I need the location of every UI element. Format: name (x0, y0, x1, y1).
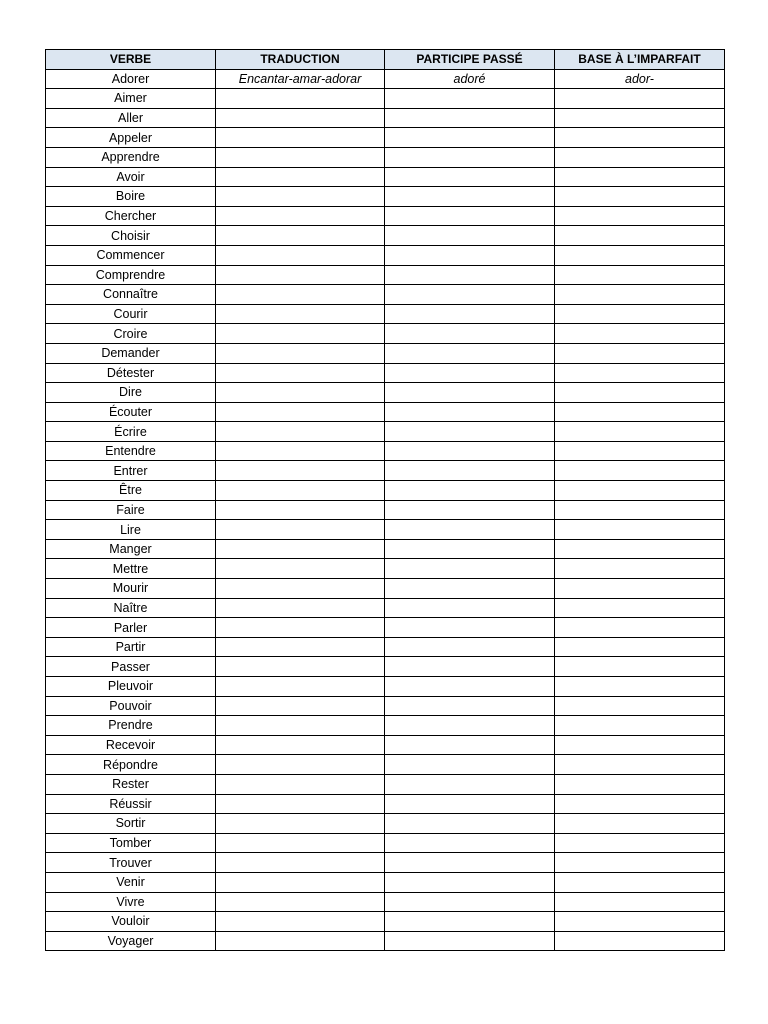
header-verbe: VERBE (46, 50, 216, 70)
past-participle-cell[interactable] (385, 441, 555, 461)
imperfect-base-cell[interactable] (555, 677, 725, 697)
table-row (46, 285, 725, 305)
verb-cell: Naître (46, 598, 216, 618)
verb-cell: Détester (46, 363, 216, 383)
verb-cell: Tomber (46, 833, 216, 853)
past-participle-cell[interactable] (385, 872, 555, 892)
imperfect-base-cell[interactable] (555, 931, 725, 951)
table-row (46, 794, 725, 814)
past-participle-cell: adoré (385, 69, 555, 89)
verb-cell: Vivre (46, 892, 216, 912)
table-row (46, 461, 725, 481)
translation-cell[interactable] (216, 461, 385, 481)
table-row (46, 206, 725, 226)
past-participle-cell[interactable] (385, 618, 555, 638)
imperfect-base-cell[interactable] (555, 304, 725, 324)
past-participle-cell[interactable] (385, 579, 555, 599)
past-participle-cell[interactable] (385, 187, 555, 207)
past-participle-cell[interactable] (385, 226, 555, 246)
past-participle-cell[interactable] (385, 853, 555, 873)
past-participle-cell[interactable] (385, 931, 555, 951)
verb-cell: Écrire (46, 422, 216, 442)
header-traduction: TRADUCTION (216, 50, 385, 70)
translation-cell[interactable] (216, 696, 385, 716)
past-participle-cell[interactable] (385, 794, 555, 814)
imperfect-base-cell[interactable] (555, 716, 725, 736)
verb-cell: Répondre (46, 755, 216, 775)
table-row (46, 363, 725, 383)
past-participle-cell[interactable] (385, 559, 555, 579)
imperfect-base-cell[interactable] (555, 794, 725, 814)
imperfect-base-cell[interactable] (555, 657, 725, 677)
translation-cell[interactable] (216, 187, 385, 207)
imperfect-base-cell[interactable] (555, 324, 725, 344)
translation-cell[interactable] (216, 245, 385, 265)
table-row (46, 716, 725, 736)
translation-cell[interactable] (216, 579, 385, 599)
table-row (46, 128, 725, 148)
imperfect-base-cell[interactable] (555, 755, 725, 775)
translation-cell[interactable] (216, 128, 385, 148)
translation-cell[interactable] (216, 794, 385, 814)
translation-cell[interactable] (216, 637, 385, 657)
imperfect-base-cell[interactable] (555, 853, 725, 873)
translation-cell[interactable] (216, 853, 385, 873)
past-participle-cell[interactable] (385, 892, 555, 912)
table-row (46, 853, 725, 873)
verb-cell: Chercher (46, 206, 216, 226)
past-participle-cell[interactable] (385, 912, 555, 932)
verb-cell: Demander (46, 343, 216, 363)
past-participle-cell[interactable] (385, 363, 555, 383)
imperfect-base-cell[interactable] (555, 265, 725, 285)
imperfect-base-cell[interactable] (555, 520, 725, 540)
table-row (46, 441, 725, 461)
imperfect-base-cell[interactable] (555, 363, 725, 383)
imperfect-base-cell[interactable] (555, 167, 725, 187)
verb-cell: Recevoir (46, 735, 216, 755)
verb-cell: Réussir (46, 794, 216, 814)
table-row (46, 89, 725, 109)
imperfect-base-cell[interactable] (555, 892, 725, 912)
translation-cell[interactable] (216, 206, 385, 226)
imperfect-base-cell[interactable] (555, 481, 725, 501)
past-participle-cell[interactable] (385, 402, 555, 422)
past-participle-cell[interactable] (385, 520, 555, 540)
translation-cell[interactable] (216, 500, 385, 520)
past-participle-cell[interactable] (385, 716, 555, 736)
past-participle-cell[interactable] (385, 696, 555, 716)
past-participle-cell[interactable] (385, 598, 555, 618)
translation-cell: Encantar-amar-adorar (216, 69, 385, 89)
imperfect-base-cell[interactable] (555, 814, 725, 834)
table-row (46, 402, 725, 422)
verb-cell: Boire (46, 187, 216, 207)
imperfect-base-cell[interactable] (555, 187, 725, 207)
table-row (46, 187, 725, 207)
translation-cell[interactable] (216, 343, 385, 363)
imperfect-base-cell[interactable] (555, 343, 725, 363)
past-participle-cell[interactable] (385, 304, 555, 324)
table-row (46, 108, 725, 128)
verb-cell: Parler (46, 618, 216, 638)
imperfect-base-cell[interactable] (555, 383, 725, 403)
imperfect-base-cell[interactable] (555, 559, 725, 579)
translation-cell[interactable] (216, 285, 385, 305)
verb-cell: Rester (46, 774, 216, 794)
past-participle-cell[interactable] (385, 481, 555, 501)
translation-cell[interactable] (216, 735, 385, 755)
verb-cell: Croire (46, 324, 216, 344)
verb-cell: Mettre (46, 559, 216, 579)
past-participle-cell[interactable] (385, 206, 555, 226)
table-row (46, 912, 725, 932)
table-row (46, 422, 725, 442)
translation-cell[interactable] (216, 363, 385, 383)
imperfect-base-cell[interactable] (555, 461, 725, 481)
table-row (46, 657, 725, 677)
table-row (46, 872, 725, 892)
translation-cell[interactable] (216, 539, 385, 559)
imperfect-base-cell[interactable] (555, 598, 725, 618)
table-row (46, 539, 725, 559)
verb-cell: Connaître (46, 285, 216, 305)
verb-cell: Aller (46, 108, 216, 128)
table-row (46, 892, 725, 912)
past-participle-cell[interactable] (385, 89, 555, 109)
verb-cell: Choisir (46, 226, 216, 246)
past-participle-cell[interactable] (385, 324, 555, 344)
verb-cell: Avoir (46, 167, 216, 187)
table-row (46, 618, 725, 638)
past-participle-cell[interactable] (385, 833, 555, 853)
table-row (46, 931, 725, 951)
verb-cell: Appeler (46, 128, 216, 148)
table-row (46, 696, 725, 716)
table-row (46, 677, 725, 697)
imperfect-base-cell[interactable] (555, 872, 725, 892)
translation-cell[interactable] (216, 814, 385, 834)
translation-cell[interactable] (216, 89, 385, 109)
translation-cell[interactable] (216, 931, 385, 951)
translation-cell[interactable] (216, 383, 385, 403)
imperfect-base-cell[interactable] (555, 833, 725, 853)
verb-cell: Apprendre (46, 147, 216, 167)
translation-cell[interactable] (216, 559, 385, 579)
past-participle-cell[interactable] (385, 245, 555, 265)
translation-cell[interactable] (216, 226, 385, 246)
translation-cell[interactable] (216, 147, 385, 167)
verb-cell: Courir (46, 304, 216, 324)
translation-cell[interactable] (216, 755, 385, 775)
translation-cell[interactable] (216, 657, 385, 677)
table-row (46, 304, 725, 324)
past-participle-cell[interactable] (385, 774, 555, 794)
verb-cell: Voyager (46, 931, 216, 951)
verb-cell: Mourir (46, 579, 216, 599)
past-participle-cell[interactable] (385, 167, 555, 187)
past-participle-cell[interactable] (385, 128, 555, 148)
imperfect-base-cell[interactable] (555, 89, 725, 109)
verb-cell: Passer (46, 657, 216, 677)
imperfect-base-cell[interactable] (555, 539, 725, 559)
imperfect-base-cell[interactable] (555, 285, 725, 305)
verb-cell: Dire (46, 383, 216, 403)
table-row (46, 481, 725, 501)
translation-cell[interactable] (216, 324, 385, 344)
past-participle-cell[interactable] (385, 677, 555, 697)
imperfect-base-cell[interactable] (555, 696, 725, 716)
table-row (46, 520, 725, 540)
translation-cell[interactable] (216, 892, 385, 912)
verb-conjugation-table (45, 49, 725, 951)
translation-cell[interactable] (216, 520, 385, 540)
table-row (46, 147, 725, 167)
imperfect-base-cell[interactable] (555, 206, 725, 226)
translation-cell[interactable] (216, 872, 385, 892)
imperfect-base-cell[interactable] (555, 226, 725, 246)
verb-cell: Aimer (46, 89, 216, 109)
verb-cell: Comprendre (46, 265, 216, 285)
verb-cell: Venir (46, 872, 216, 892)
verb-cell: Sortir (46, 814, 216, 834)
verb-cell: Être (46, 481, 216, 501)
past-participle-cell[interactable] (385, 735, 555, 755)
imperfect-base-cell[interactable] (555, 637, 725, 657)
imperfect-base-cell[interactable] (555, 774, 725, 794)
imperfect-base-cell[interactable] (555, 422, 725, 442)
verb-cell: Partir (46, 637, 216, 657)
past-participle-cell[interactable] (385, 422, 555, 442)
imperfect-base-cell[interactable] (555, 912, 725, 932)
imperfect-base-cell[interactable] (555, 128, 725, 148)
translation-cell[interactable] (216, 618, 385, 638)
imperfect-base-cell[interactable] (555, 441, 725, 461)
header-participe-passe: PARTICIPE PASSÉ (385, 50, 555, 70)
verb-cell: Entrer (46, 461, 216, 481)
past-participle-cell[interactable] (385, 108, 555, 128)
verb-cell: Prendre (46, 716, 216, 736)
past-participle-cell[interactable] (385, 814, 555, 834)
translation-cell[interactable] (216, 265, 385, 285)
table-row (46, 774, 725, 794)
past-participle-cell[interactable] (385, 657, 555, 677)
past-participle-cell[interactable] (385, 343, 555, 363)
table-row (46, 814, 725, 834)
past-participle-cell[interactable] (385, 500, 555, 520)
table-row (46, 226, 725, 246)
table-row (46, 598, 725, 618)
verb-cell: Commencer (46, 245, 216, 265)
imperfect-base-cell[interactable] (555, 618, 725, 638)
table-row (46, 265, 725, 285)
imperfect-base-cell[interactable] (555, 500, 725, 520)
translation-cell[interactable] (216, 304, 385, 324)
example-row (46, 69, 725, 89)
table-row (46, 245, 725, 265)
verb-cell: Manger (46, 539, 216, 559)
translation-cell[interactable] (216, 481, 385, 501)
translation-cell[interactable] (216, 402, 385, 422)
imperfect-base-cell[interactable] (555, 147, 725, 167)
table-row (46, 637, 725, 657)
past-participle-cell[interactable] (385, 637, 555, 657)
translation-cell[interactable] (216, 598, 385, 618)
table-row (46, 324, 725, 344)
past-participle-cell[interactable] (385, 539, 555, 559)
translation-cell[interactable] (216, 441, 385, 461)
past-participle-cell[interactable] (385, 461, 555, 481)
table-row (46, 579, 725, 599)
verb-cell: Vouloir (46, 912, 216, 932)
verb-cell: Faire (46, 500, 216, 520)
verb-cell: Lire (46, 520, 216, 540)
table-row (46, 167, 725, 187)
past-participle-cell[interactable] (385, 383, 555, 403)
past-participle-cell[interactable] (385, 285, 555, 305)
table-row (46, 735, 725, 755)
table-row (46, 559, 725, 579)
translation-cell[interactable] (216, 774, 385, 794)
verb-cell: Écouter (46, 402, 216, 422)
imperfect-base-cell[interactable] (555, 579, 725, 599)
table-row (46, 500, 725, 520)
imperfect-base-cell[interactable] (555, 245, 725, 265)
translation-cell[interactable] (216, 677, 385, 697)
translation-cell[interactable] (216, 833, 385, 853)
past-participle-cell[interactable] (385, 265, 555, 285)
translation-cell[interactable] (216, 422, 385, 442)
table-row (46, 343, 725, 363)
verb-cell: Trouver (46, 853, 216, 873)
verb-cell: Pouvoir (46, 696, 216, 716)
imperfect-base-cell: ador- (555, 69, 725, 89)
past-participle-cell[interactable] (385, 147, 555, 167)
table-row (46, 833, 725, 853)
translation-cell[interactable] (216, 912, 385, 932)
imperfect-base-cell[interactable] (555, 735, 725, 755)
table-row (46, 755, 725, 775)
translation-cell[interactable] (216, 108, 385, 128)
imperfect-base-cell[interactable] (555, 402, 725, 422)
table-header-row (46, 50, 725, 70)
verb-cell: Entendre (46, 441, 216, 461)
table-row (46, 383, 725, 403)
translation-cell[interactable] (216, 716, 385, 736)
imperfect-base-cell[interactable] (555, 108, 725, 128)
verb-cell: Adorer (46, 69, 216, 89)
past-participle-cell[interactable] (385, 755, 555, 775)
header-base-imparfait: BASE À L’IMPARFAIT (555, 50, 725, 70)
verb-cell: Pleuvoir (46, 677, 216, 697)
table-body (46, 69, 725, 951)
translation-cell[interactable] (216, 167, 385, 187)
